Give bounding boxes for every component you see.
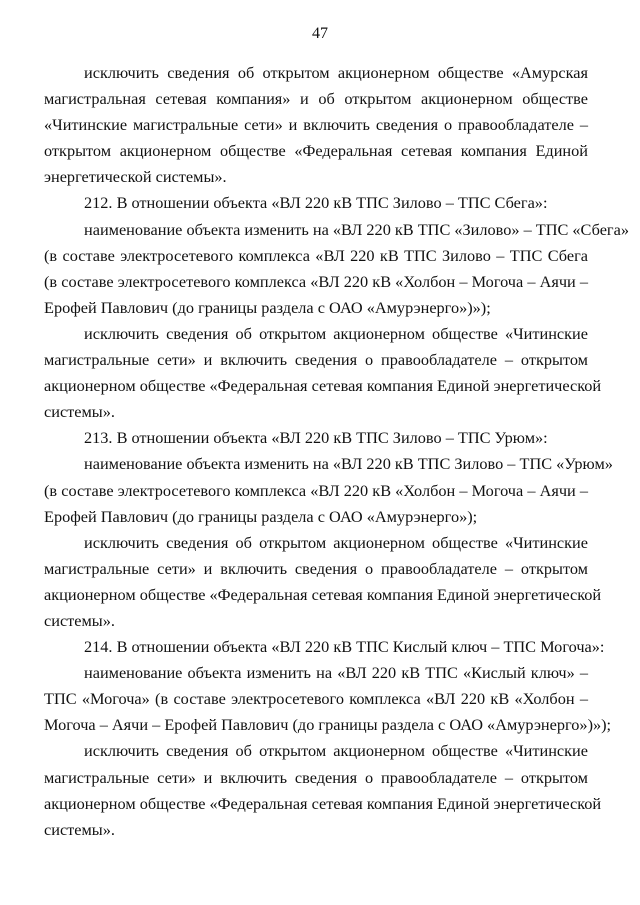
text-line: Могоча – Аячи – Ерофей Павлович (до границы раздела с ОАО «Амурэнерго»)»); [44,715,612,735]
text-line: исключить сведения об открытом акционерном обществе «Читинские [84,741,588,761]
text-line: системы». [44,402,115,422]
paragraph [44,738,602,842]
paragraph [44,217,629,321]
text-line: Ерофей Павлович (до границы раздела с ОАО «Амурэнерго»); [44,506,478,526]
text-line: акционерном обществе «Федеральная сетевая компания Единой энергетической [44,376,602,396]
text-line: «Читинские магистральные сети» и включить сведения о правообладателе – [44,115,588,135]
document-body [44,60,629,843]
text-line: исключить сведения об открытом акционерном обществе «Читинские [84,323,588,343]
text-line: (в составе электросетевого комплекса «ВЛ 220 кВ ТПС Зилово – ТПС Сбега [44,245,588,265]
paragraph [44,60,588,190]
text-line: ТПС «Могоча» (в составе электросетевого комплекса «ВЛ 220 кВ «Холбон – [44,689,588,709]
text-line: магистральные сети» и включить сведения о правообладателе – открытом [44,558,588,578]
paragraph [44,425,588,451]
text-line: энергетической системы». [44,167,227,187]
text-line: магистральные сети» и включить сведения о правообладателе – открытом [44,350,588,370]
text-line: системы». [44,819,115,839]
text-line: магистральная сетевая компания» и об открытом акционерном обществе [44,89,588,109]
text-line: магистральные сети» и включить сведения о правообладателе – открытом [44,767,588,787]
paragraph [44,451,613,529]
text-line: Ерофей Павлович (до границы раздела с ОАО «Амурэнерго»)»); [44,297,491,317]
text-line: акционерном обществе «Федеральная сетевая компания Единой энергетической [44,793,602,813]
text-line: акционерном обществе «Федеральная сетевая компания Единой энергетической [44,584,602,604]
paragraph [44,634,605,660]
text-line: открытом акционерном обществе «Федеральная сетевая компания Единой [44,141,588,161]
page-number: 47 [312,25,328,42]
paragraph [44,530,602,634]
paragraph [44,321,602,425]
text-line: системы». [44,610,115,630]
text-line: наименование объекта изменить на «ВЛ 220 кВ ТПС Зилово – ТПС «Урюм» [84,454,613,474]
text-line: исключить сведения об открытом акционерном обществе «Амурская [84,63,588,82]
text-line: 214. В отношении объекта «ВЛ 220 кВ ТПС Кислый ключ – ТПС Могоча»: [84,637,605,657]
text-line: наименование объекта изменить на «ВЛ 220 кВ ТПС «Кислый ключ» – [84,663,588,683]
text-line: (в составе электросетевого комплекса «ВЛ 220 кВ «Холбон – Могоча – Аячи – [44,271,588,291]
text-line: 213. В отношении объекта «ВЛ 220 кВ ТПС Зилово – ТПС Урюм»: [84,428,548,448]
text-line: (в составе электросетевого комплекса «ВЛ 220 кВ «Холбон – Могоча – Аячи – [44,480,588,500]
paragraph [44,660,612,738]
text-line: исключить сведения об открытом акционерном обществе «Читинские [84,532,588,552]
text-line: наименование объекта изменить на «ВЛ 220 кВ ТПС «Зилово» – ТПС «Сбега» [84,219,629,239]
text-line: 212. В отношении объекта «ВЛ 220 кВ ТПС Зилово – ТПС Сбега»: [84,193,548,213]
paragraph [44,190,588,216]
